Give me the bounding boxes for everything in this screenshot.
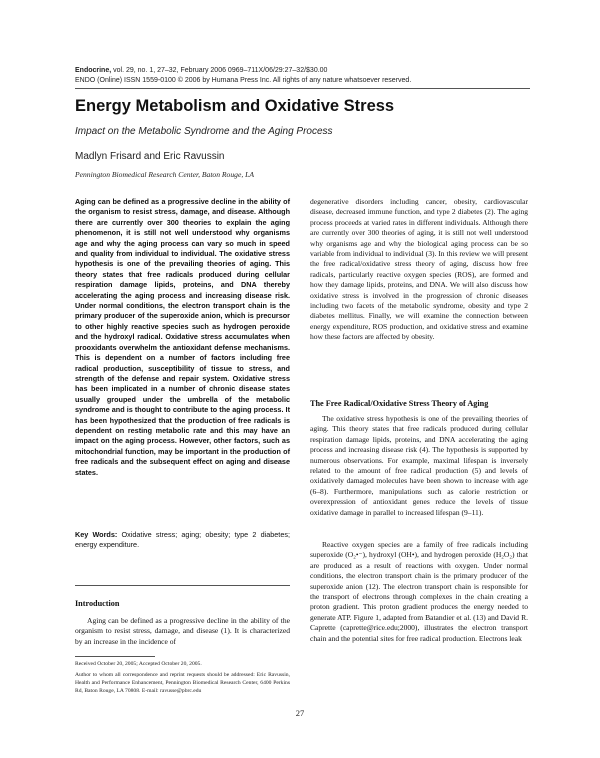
- article-authors: Madlyn Frisard and Eric Ravussin: [75, 151, 225, 162]
- journal-citation: vol. 29, no. 1, 27–32, February 2006 0969–711X/06/29:27–32/$30.00: [111, 67, 328, 74]
- journal-header-line: [75, 66, 535, 76]
- theory-paragraph-1: The oxidative stress hypothesis is one of the prevailing theories of aging. This theory states that free radicals produced during cellular respiration damage lipids, proteins, and DNA accelerating the aging process and increasing disease risk (4). The hypothesis is supported by numerous observations. For example, maximal lifespan is inversely related to the amount of free radical production (5) and levels of oxidatively damaged molecules have been shown to increase with age (6–8). Furthermore, manipulations such as calorie restriction or overexpression of antioxidant genes reduce the levels of tissue oxidative damage in parallel to increased lifespan (9–11).: [310, 414, 528, 517]
- theory-paragraph-2: Reactive oxygen species are a family of free radicals including superoxide (O₂•⁻), hydroxyl (OH•), and hydrogen peroxide (H₂O₂) that are produced as a result of reactions with oxygen. Under normal conditions, the electron transport chain is the primary producer of the superoxide anion (12). The electron transport chain is responsible for the transport of electrons through complexes in the chain creating a proton gradient. This proton gradient produces the energy needed to generate ATP. Figure 1, adapted from Batandier et al. (13) and David R. Caprette (caprette@rice.edu;2000), illustrates the electron transport chain and the potential sites for free radical production. Electrons leak: [310, 540, 528, 643]
- keywords-label: Key Words:: [75, 530, 118, 539]
- theory-heading: The Free Radical/Oxidative Stress Theory of Aging: [310, 399, 489, 408]
- received-note: Received October 20, 2005; Accepted October 20, 2005.: [75, 661, 202, 667]
- abstract-divider: [75, 585, 290, 586]
- page-number: 27: [295, 708, 305, 718]
- keywords-list: Oxidative stress; aging; obesity; type 2 diabetes; energy expenditure.: [75, 530, 290, 550]
- intro-continued-text: degenerative disorders including cancer, obesity, cardiovascular disease, decreased immune function, and type 2 diabetes (2). The aging process proceeds at varied rates in different individuals. Although there are currently over 300 theories of aging, it is still not well understood why organisms age and why the biological aging process can be so variable from individual to individual (3). In this review we will present the free radical/oxidative stress theory of aging, discuss how free radicals, particularly reactive oxygen species (ROS), are formed and how they damage lipids, proteins, and DNA. We will also discuss how oxidative stress is involved in the progression of chronic diseases including two facets of the metabolic syndrome, obesity and type 2 diabetes mellitus. Finally, we will examine the connection between energy expenditure, ROS production, and oxidative stress and examine how these factors are affected by obesity.: [310, 197, 528, 342]
- article-title: Energy Metabolism and Oxidative Stress: [75, 97, 395, 115]
- author-affiliation: Pennington Biomedical Research Center, Baton Rouge, LA: [75, 170, 254, 179]
- keywords: [75, 530, 290, 551]
- article-subtitle: Impact on the Metabolic Syndrome and the Aging Process: [75, 126, 333, 137]
- journal-name: Endocrine,: [75, 67, 112, 74]
- header-rule: [75, 88, 530, 89]
- issn-line: ENDO (Online) ISSN 1559-0100 © 2006 by Humana Press Inc. All rights of any nature whatsoever reserved.: [75, 77, 412, 84]
- abstract-text: Aging can be defined as a progressive decline in the ability of the organism to resist stress, damage, and disease. Although there are currently over 300 theories to explain the aging phenomenon, it is still not well understood why organisms age and why the aging process can vary so much in speed and quality from individual to individual. The oxidative stress hypothesis is one of the prevailing theories of aging. This theory states that free radicals produced during cellular respiration damage lipids, proteins, and DNA thereby accelerating the aging process and increasing disease risk. Under normal conditions, the electron transport chain is the primary producer of the superoxide anion, which is precursor to other highly reactive species such as hydrogen peroxide and the hydroxyl radical. Oxidative stress accumulates when prooxidants overwhelm the antioxidant defense mechanisms. This is dependent on a number of factors including free radical production, susceptibility of tissue to stress, and strength of the defense and repair system. Oxidative stress has been implicated in a number of chronic disease states usually grouped under the umbrella of the metabolic syndrome and is thought to contribute to the aging process. It has been hypothesized that the production of free radicals is dependent on resting metabolic rate and this may have an impact on the aging process. However, other factors, such as mitochondrial function, may be important in the production of free radicals and the subsequent effect on aging and disease states.: [75, 197, 290, 477]
- footnote-rule: [75, 656, 155, 657]
- introduction-text: Aging can be defined as a progressive decline in the ability of the organism to resist stress, damage, and disease (1). It is characterized by an increase in the incidence of: [75, 616, 290, 646]
- introduction-heading: Introduction: [75, 599, 120, 608]
- correspondence-note: Author to whom all correspondence and reprint requests should be addressed: Eric Ravussin, Health and Performance Enhancement, Pennington Biomedical Research Center, 6400 Perkins Rd, Baton Rouge, LA 70808. E-mail: ravusse@pbrc.edu: [75, 672, 290, 694]
